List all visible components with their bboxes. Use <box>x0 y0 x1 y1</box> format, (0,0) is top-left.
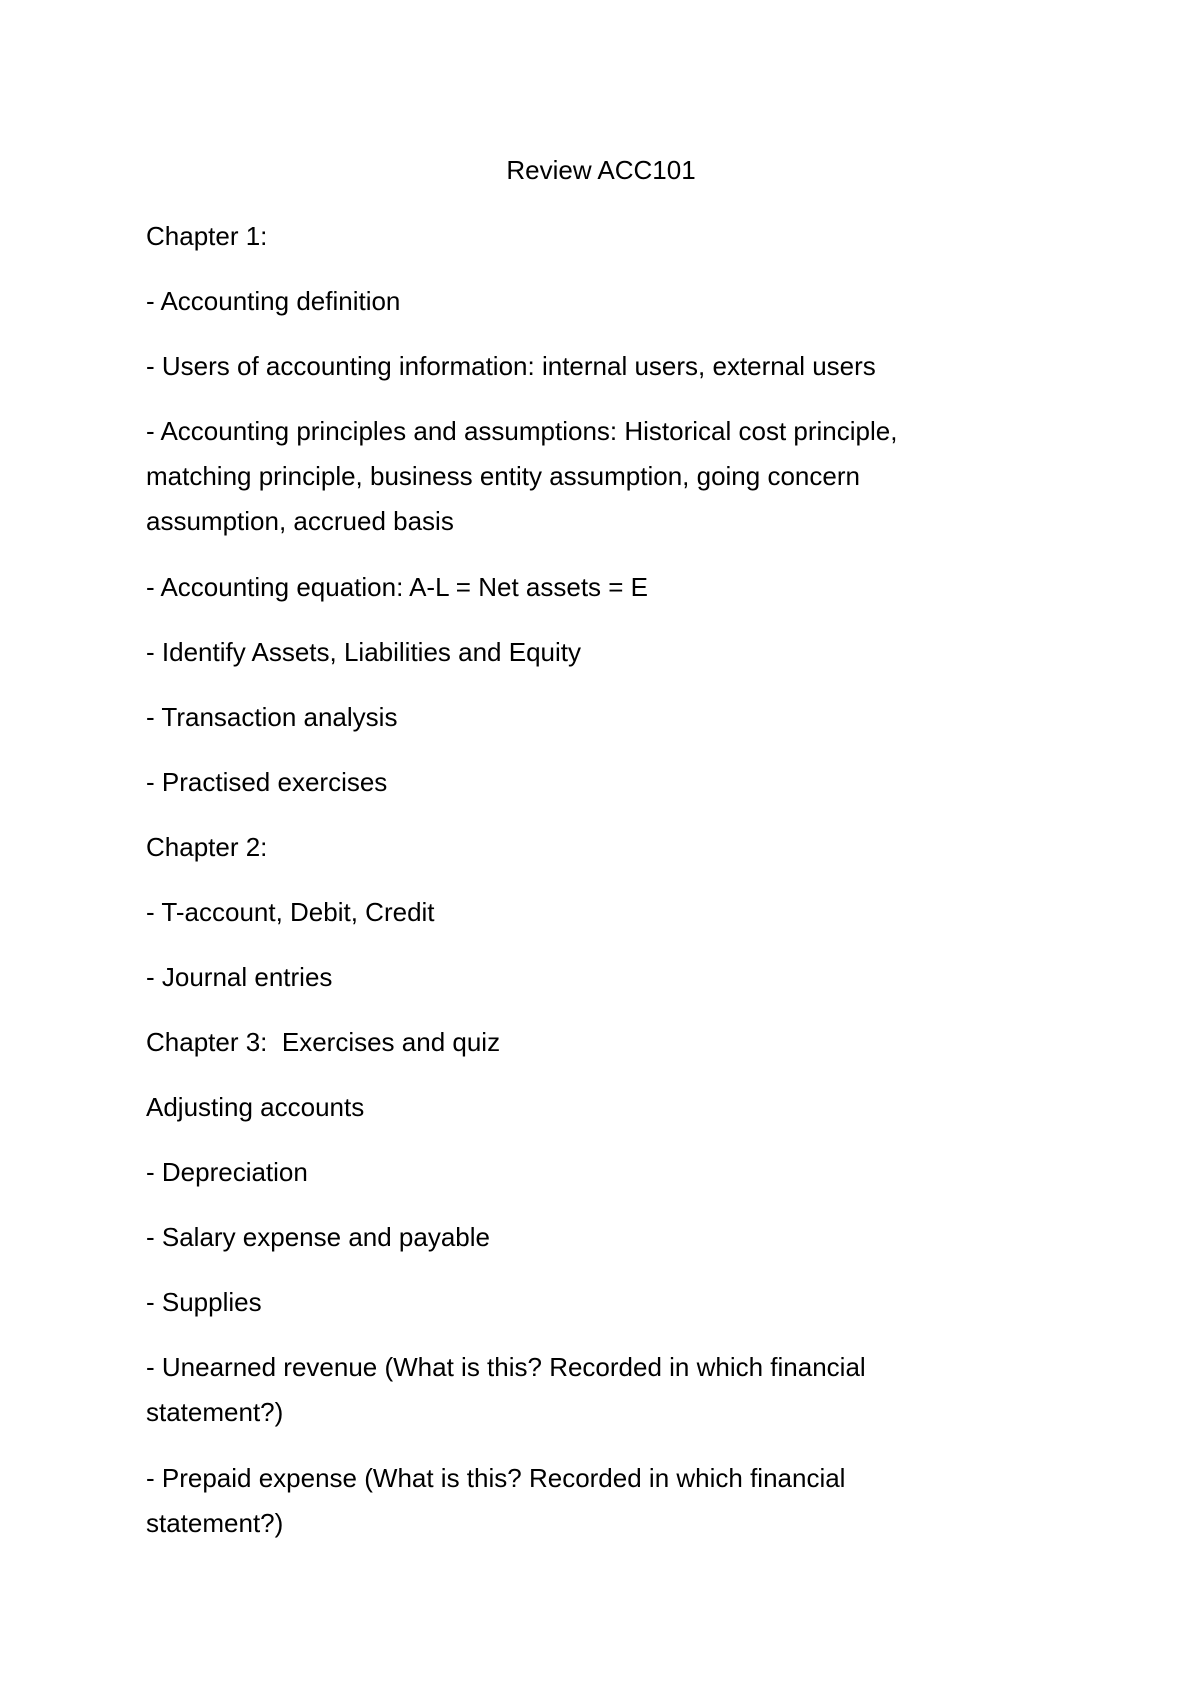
list-item: - Accounting equation: A-L = Net assets = E <box>146 572 649 602</box>
list-item: - Depreciation <box>146 1157 308 1187</box>
list-item: - Journal entries <box>146 962 333 992</box>
list-item: - Users of accounting information: internal users, external users <box>146 351 876 381</box>
list-item: - Practised exercises <box>146 767 388 797</box>
list-item: - Prepaid expense (What is this? Recorded in which financial statement?) <box>146 1463 846 1538</box>
list-item: - Accounting definition <box>146 286 401 316</box>
chapter-2-heading: Chapter 2: <box>146 832 268 862</box>
document-title: Review ACC101 <box>506 155 696 185</box>
chapter-3-heading: Chapter 3: Exercises and quiz <box>146 1027 501 1057</box>
list-item: - Unearned revenue (What is this? Recorded in which financial statement?) <box>146 1352 866 1427</box>
section-heading: Adjusting accounts <box>146 1092 365 1122</box>
list-item: - Transaction analysis <box>146 702 398 732</box>
chapter-1-heading: Chapter 1: <box>146 221 268 251</box>
document-body <box>146 148 1056 1567</box>
list-item: - Supplies <box>146 1287 262 1317</box>
list-item: - Salary expense and payable <box>146 1222 491 1252</box>
list-item: - T-account, Debit, Credit <box>146 897 435 927</box>
list-item: - Identify Assets, Liabilities and Equity <box>146 637 582 667</box>
list-item: - Accounting principles and assumptions: Historical cost principle, matching principle, business entity assumption, going concern assumption, accrued basis <box>146 416 898 536</box>
